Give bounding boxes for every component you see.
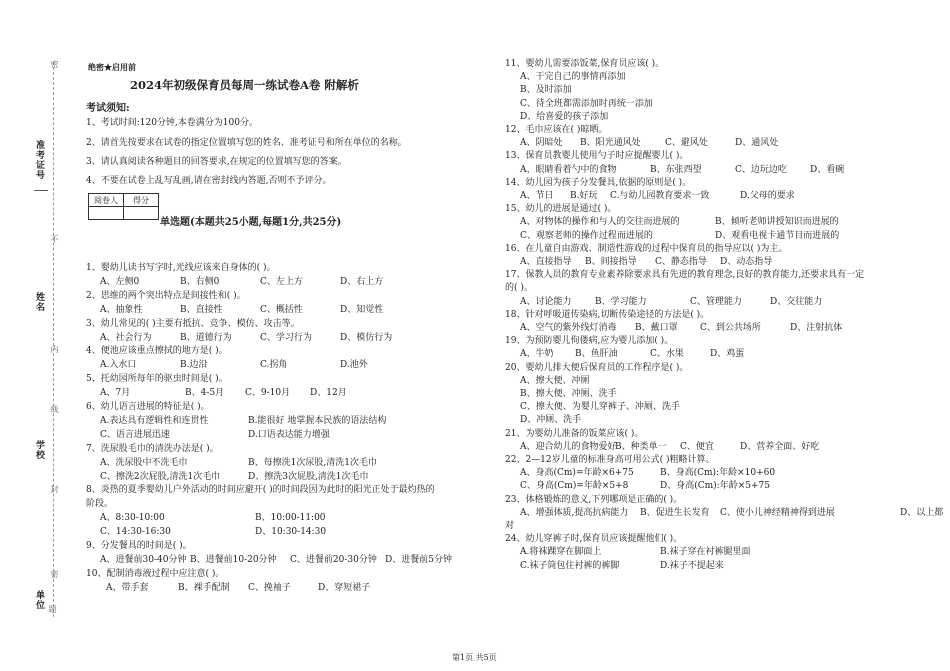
answer-option: A、节日 <box>520 191 554 201</box>
answer-option: C、使小儿神经精神得到进展 <box>720 507 835 518</box>
question-stem: 10、配制消毒液过程中应注意( )。 <box>86 568 225 579</box>
answer-option: B、擦大便、冲厕、洗手 <box>520 389 617 399</box>
answer-option: A、对物体的操作和与人的交往而进展的 <box>520 217 680 228</box>
answer-option: C、进餐前20-30分钟 <box>290 554 377 565</box>
seal-mark: 密 <box>50 570 59 578</box>
question-stem: 23、体格锻炼的意义,下列哪项是正确的( )。 <box>505 494 683 505</box>
answer-option: C、待全班都需添加时再统一添加 <box>520 98 653 109</box>
score-table <box>88 193 159 220</box>
question-stem: 13、保育员教婴儿使用勺子时应提醒婴儿( )。 <box>505 151 689 162</box>
grader-cell: 阅卷人 <box>89 194 124 207</box>
answer-option: C、学习行为 <box>260 332 312 343</box>
answer-option: D.袜子不提起来 <box>660 560 724 571</box>
answer-option: D、以上都 <box>900 507 944 518</box>
answer-option: B、每擦洗1次尿股,清洗1次毛巾 <box>248 457 377 468</box>
answer-option: D、穿短裙子 <box>318 582 371 593</box>
answer-option: C、静态指导 <box>655 257 707 267</box>
answer-option: D、动态指导 <box>720 257 773 267</box>
answer-option: A、眼睛看着勺中的食物 <box>520 164 617 175</box>
answer-option: C、到公共场所 <box>700 323 761 333</box>
answer-option: A.表达具有逻辑性和连贯性 <box>100 415 209 426</box>
question-stem: 15、幼儿的进展是通过( )。 <box>505 204 617 215</box>
question-stem: 18、针对呼吸道传染病,切断传染途径的方法是( )。 <box>505 309 710 320</box>
candidate-number-label: 准考证号 <box>34 140 44 180</box>
answer-option: A、增强体质,提高抗病能力 <box>520 507 629 518</box>
answer-option: A.入水口 <box>100 360 137 371</box>
answer-option: B、鱼肝油 <box>575 349 618 360</box>
answer-option: B.袜子穿在衬裤腿里面 <box>660 547 751 558</box>
question-stem: 6、幼儿语言进展的特征是( )。 <box>86 402 210 412</box>
answer-option: A、7月 <box>100 388 131 399</box>
answer-option: B、促进生长发育 <box>640 507 710 518</box>
answer-option: A、带手套 <box>106 582 149 593</box>
answer-option: B、种类单一 <box>615 441 667 452</box>
answer-option: B、进餐前10-20分钟 <box>190 554 277 565</box>
question-stem: 2、思维的两个突出特点是间接性和( )。 <box>86 290 246 301</box>
answer-option: D、进餐前5分钟 <box>385 554 452 565</box>
answer-option: C、14:30-16:30 <box>100 527 171 538</box>
answer-option: D、知觉性 <box>340 304 384 315</box>
answer-option: B、及时添加 <box>520 85 572 96</box>
answer-option: D、右上方 <box>340 276 384 287</box>
answer-option: A、进餐前30-40分钟 <box>100 554 187 565</box>
secret-label: 绝密★启用前 <box>88 62 136 72</box>
answer-option: A、抽象性 <box>100 304 143 315</box>
answer-option: D、给喜爱的孩子添加 <box>520 111 609 122</box>
answer-option: C、身高(Cm)=年龄×5+8 <box>520 481 629 492</box>
answer-option: D、鸡蛋 <box>710 349 745 360</box>
answer-option: D.口语表达能力增强 <box>248 429 330 440</box>
answer-option: A、直接指导 <box>520 257 572 267</box>
question-stem: 14、幼儿园为孩子分发餐具,依据的原则是( )。 <box>505 177 692 188</box>
answer-option: A.将袜踝穿在脚面上 <box>520 547 602 558</box>
answer-option: B、10:00-11:00 <box>255 513 326 524</box>
section-title: 单选题(本题共25小题,每题1分,共25分) <box>160 217 342 228</box>
question-stem: 24、幼儿穿裤子时,保育员应该提醒他们( )。 <box>505 534 683 545</box>
answer-option: A、阴暗处 <box>520 138 563 149</box>
answer-option: A、牛奶 <box>520 349 554 360</box>
question-stem: 1、婴幼儿读书写字时,光线应该来自身体的( )。 <box>86 263 276 273</box>
answer-option: B、东张西望 <box>650 164 702 175</box>
answer-option: D、观看电视卡通节目而进展的 <box>715 230 840 241</box>
seal-mark: 密 <box>50 60 59 68</box>
answer-option: A、空气的紫外线灯消毒 <box>520 323 617 333</box>
answer-option: C、边玩边吃 <box>735 164 787 175</box>
question-stem: 19、为预防婴儿佝偻病,应为婴儿添加( )。 <box>505 336 674 347</box>
question-stem: 22、2—12岁儿童的标准身高可用公式( )粗略计算。 <box>505 455 715 465</box>
answer-option: D、12月 <box>310 388 347 399</box>
answer-option: C.拐角 <box>260 360 288 371</box>
question-stem: 4、便池应该重点擦拭的地方是( )。 <box>86 346 228 357</box>
answer-option: D.父母的要求 <box>740 191 795 201</box>
answer-option: D、交往能力 <box>770 296 823 307</box>
answer-option: C、擦洗2次屁股,清洗1次毛巾 <box>100 471 221 482</box>
answer-option: B、4-5月 <box>185 388 225 399</box>
school-label: 学校 <box>34 440 44 460</box>
answer-option: C、挽袖子 <box>248 582 291 593</box>
answer-option: B.边沿 <box>180 360 208 371</box>
grader-blank[interactable] <box>89 207 124 220</box>
fill-line <box>34 190 48 191</box>
answer-option: C、避风处 <box>665 138 708 149</box>
question-stem: 8、炎热的夏季婴幼儿户外活动的时间应避开( )的时间段因为此时的阳光正处于最灼热的 <box>86 485 435 496</box>
seal-line <box>53 62 54 617</box>
answer-option: D.池外 <box>340 360 368 371</box>
answer-option: B、裸手配制 <box>178 582 230 593</box>
instruction-item: 3、请认真阅读各种题目的回答要求,在规定的位置填写您的答案。 <box>86 157 347 167</box>
answer-option-continued: 对 <box>505 521 515 531</box>
answer-option: D、冲厕、洗手 <box>520 415 582 426</box>
answer-option: A、社会行为 <box>100 332 152 343</box>
question-stem: 3、幼儿常见的( )主要有抵抗、竞争、模仿、攻击等。 <box>86 318 300 329</box>
question-stem: 9、分发餐具的时间是( )。 <box>86 541 192 551</box>
question-stem: 21、为婴幼儿准备的饭菜应该( )。 <box>505 428 644 439</box>
score-blank[interactable] <box>124 207 159 220</box>
answer-option: D、营养全面、好吃 <box>740 441 820 452</box>
answer-option: B、直接性 <box>180 304 223 315</box>
answer-option: D、模仿行为 <box>340 332 393 343</box>
answer-option: C、便宜 <box>680 441 714 452</box>
answer-option: C.袜子筒包住衬裤的裤脚 <box>520 560 620 571</box>
answer-option: B、身高(Cm):年龄×10+60 <box>660 468 776 479</box>
score-cell: 得分 <box>124 194 159 207</box>
answer-option: A、擦大便、冲厕 <box>520 375 590 386</box>
seal-mark: 内 <box>50 345 59 353</box>
unit-label: 单位 <box>34 590 44 610</box>
answer-option: D、通风处 <box>735 138 779 149</box>
answer-option: C、擦大便、为婴儿穿裤子、冲厕、洗手 <box>520 402 680 413</box>
answer-option: D、看碗 <box>810 164 845 175</box>
answer-option: A、左侧0 <box>100 276 140 287</box>
answer-option: A、洗尿股中不洗毛巾 <box>100 457 188 468</box>
answer-option: C.与幼儿园教育要求一致 <box>610 191 710 201</box>
answer-option: C、观察老师的操作过程而进展的 <box>520 230 653 241</box>
answer-option: A、迎合幼儿的食物爱好 <box>520 441 617 452</box>
answer-option: D、身高(Cm):年龄×5+75 <box>660 481 770 492</box>
answer-option: B、间接指导 <box>585 257 637 267</box>
seal-mark: 线 <box>50 405 59 413</box>
seal-mark: 不 <box>50 235 59 243</box>
answer-option: B.好玩 <box>570 191 598 201</box>
answer-option: C、9-10月 <box>245 388 291 399</box>
answer-option: B、右侧0 <box>180 276 220 287</box>
question-stem: 16、在儿童自由游戏、制造性游戏的过程中保育员的指导应以( )为主。 <box>505 243 788 254</box>
question-stem: 7、洗尿股毛巾的清洗办法是( )。 <box>86 443 219 454</box>
answer-option: C、语言进展迅速 <box>100 429 170 440</box>
seal-mark: 封 <box>50 485 59 493</box>
instruction-item: 1、考试时间:120分钟,本卷满分为100分。 <box>86 118 258 128</box>
answer-option: D、擦洗3次屁股,清洗1次毛巾 <box>248 471 369 482</box>
name-label: 姓名 <box>34 292 44 312</box>
question-stem: 11、婴幼儿需要添饭菜,保育员应该( )。 <box>505 59 665 69</box>
answer-option: B、阳光通风处 <box>580 138 641 149</box>
question-stem: 20、婴幼儿排大便后保育员的工作程序是( )。 <box>505 362 689 373</box>
answer-option: D、10:30-14:30 <box>255 527 327 538</box>
answer-option: B、倾听老师讲授知识而进展的 <box>715 217 839 228</box>
question-stem: 17、保教人员的教育专业素养除要求具有先进的教育理念,良好的教育能力,还要求具有一定 <box>505 270 865 281</box>
page-title: 2024年初级保育员每周一练试卷A卷 附解析 <box>130 78 359 92</box>
question-stem: 5、托幼园所每年的驱虫时间是( )。 <box>86 374 228 385</box>
answer-option: B、道德行为 <box>180 332 232 343</box>
answer-option: A、8:30-10:00 <box>100 513 165 524</box>
question-stem: 阶段。 <box>86 499 114 510</box>
instruction-item: 2、请首先按要求在试卷的指定位置填写您的姓名、准考证号和所在单位的名称。 <box>86 138 407 148</box>
answer-option: A、讨论能力 <box>520 296 572 307</box>
answer-option: C、概括性 <box>260 304 303 315</box>
answer-option: B、学习能力 <box>595 296 647 307</box>
answer-option: A、身高(Cm)=年龄×6+75 <box>520 468 634 479</box>
question-stem: 的( )。 <box>505 283 533 294</box>
question-stem: 12、毛巾应该在( )晾晒。 <box>505 125 608 135</box>
answer-option: C、左上方 <box>260 276 303 287</box>
instruction-item: 4、不要在试卷上乱写乱画,请在密封线内答题,否则不予评分。 <box>86 176 332 186</box>
answer-option: D、注射抗体 <box>790 323 843 333</box>
page-footer: 第1页 共5页 <box>452 653 497 662</box>
answer-option: B、戴口罩 <box>635 323 678 333</box>
answer-option: C、水果 <box>650 349 684 360</box>
answer-option: A、干完自己的事情再添加 <box>520 72 626 83</box>
seal-mark: 题 <box>48 605 57 613</box>
answer-option: B.能很好 地掌握本民族的语法结构 <box>248 415 387 426</box>
instructions-heading: 考试须知: <box>86 103 130 114</box>
answer-option: C、管理能力 <box>690 296 742 307</box>
